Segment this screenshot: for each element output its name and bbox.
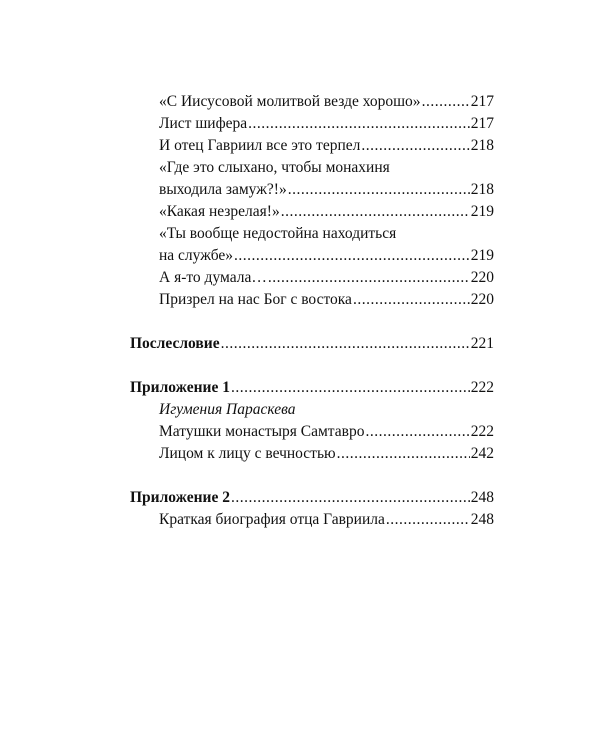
toc-entry-title: И отец Гавриил все это терпел [159, 137, 361, 154]
toc-entry-page: 222 [470, 423, 494, 440]
section-spacer [130, 355, 494, 377]
toc-entry [130, 443, 494, 465]
toc-entry-page: 219 [470, 203, 494, 220]
toc-entry [130, 289, 494, 311]
toc-entry [130, 91, 494, 113]
toc-entry [130, 135, 494, 157]
toc-section-afterword [130, 333, 494, 355]
toc-entry-page: 248 [470, 511, 494, 528]
toc-entry-title-line1: «Где это слыхано, чтобы монахиня [159, 159, 390, 176]
dot-leader [231, 377, 470, 399]
toc-entry-title: А я-то думала… [159, 269, 267, 286]
section-spacer [130, 465, 494, 487]
toc-entry-title: Матушки монастыря Самтавро [159, 423, 365, 440]
toc-entry-title: Призрел на нас Бог с востока [159, 291, 352, 308]
toc-entry [130, 267, 494, 289]
toc-entry [130, 113, 494, 135]
toc-entry-title: Лицом к лицу с вечностью [159, 445, 336, 462]
toc-entry-page: 242 [470, 445, 494, 462]
toc-entry [130, 421, 494, 443]
toc-author: Игумения Параскева [159, 401, 296, 418]
toc-entry-page: 217 [470, 93, 494, 110]
toc-entry-page: 219 [470, 247, 494, 264]
toc-entry-page: 218 [470, 137, 494, 154]
toc-section-title: Приложение 2 [130, 489, 230, 506]
toc-entry-title: «С Иисусовой молитвой везде хорошо» [159, 93, 421, 110]
dot-leader [221, 333, 470, 355]
dot-leader [386, 509, 470, 531]
table-of-contents [130, 91, 494, 531]
dot-leader [422, 91, 470, 113]
toc-entry [130, 179, 494, 201]
toc-entry [130, 509, 494, 531]
toc-entry-title: «Какая незрелая!» [159, 203, 280, 220]
toc-entry-title: Краткая биография отца Гавриила [159, 511, 385, 528]
toc-entry-page: 220 [470, 291, 494, 308]
toc-section-appendix-2 [130, 487, 494, 509]
toc-section-page: 221 [470, 335, 494, 352]
toc-entry-title: выходила замуж?!» [159, 181, 287, 198]
dot-leader [361, 135, 469, 157]
toc-entry [130, 201, 494, 223]
section-spacer [130, 311, 494, 333]
toc-entry [130, 245, 494, 267]
toc-entry-page: 218 [470, 181, 494, 198]
dot-leader [231, 487, 470, 509]
toc-section-title: Послесловие [130, 335, 220, 352]
dot-leader [353, 289, 470, 311]
dot-leader [288, 179, 470, 201]
toc-section-page: 222 [470, 379, 494, 396]
toc-entry-title: Лист шифера [159, 115, 248, 132]
toc-entry-page: 217 [470, 115, 494, 132]
dot-leader [281, 201, 470, 223]
dot-leader [268, 267, 470, 289]
dot-leader [365, 421, 469, 443]
toc-section-page: 248 [470, 489, 494, 506]
toc-section-appendix-1 [130, 377, 494, 399]
dot-leader [337, 443, 470, 465]
toc-entry-title: на службе» [159, 247, 234, 264]
dot-leader [248, 113, 470, 135]
dot-leader [234, 245, 470, 267]
toc-entry-title-line1: «Ты вообще недостойна находиться [159, 225, 397, 242]
toc-entry-page: 220 [470, 269, 494, 286]
toc-section-title: Приложение 1 [130, 379, 230, 396]
